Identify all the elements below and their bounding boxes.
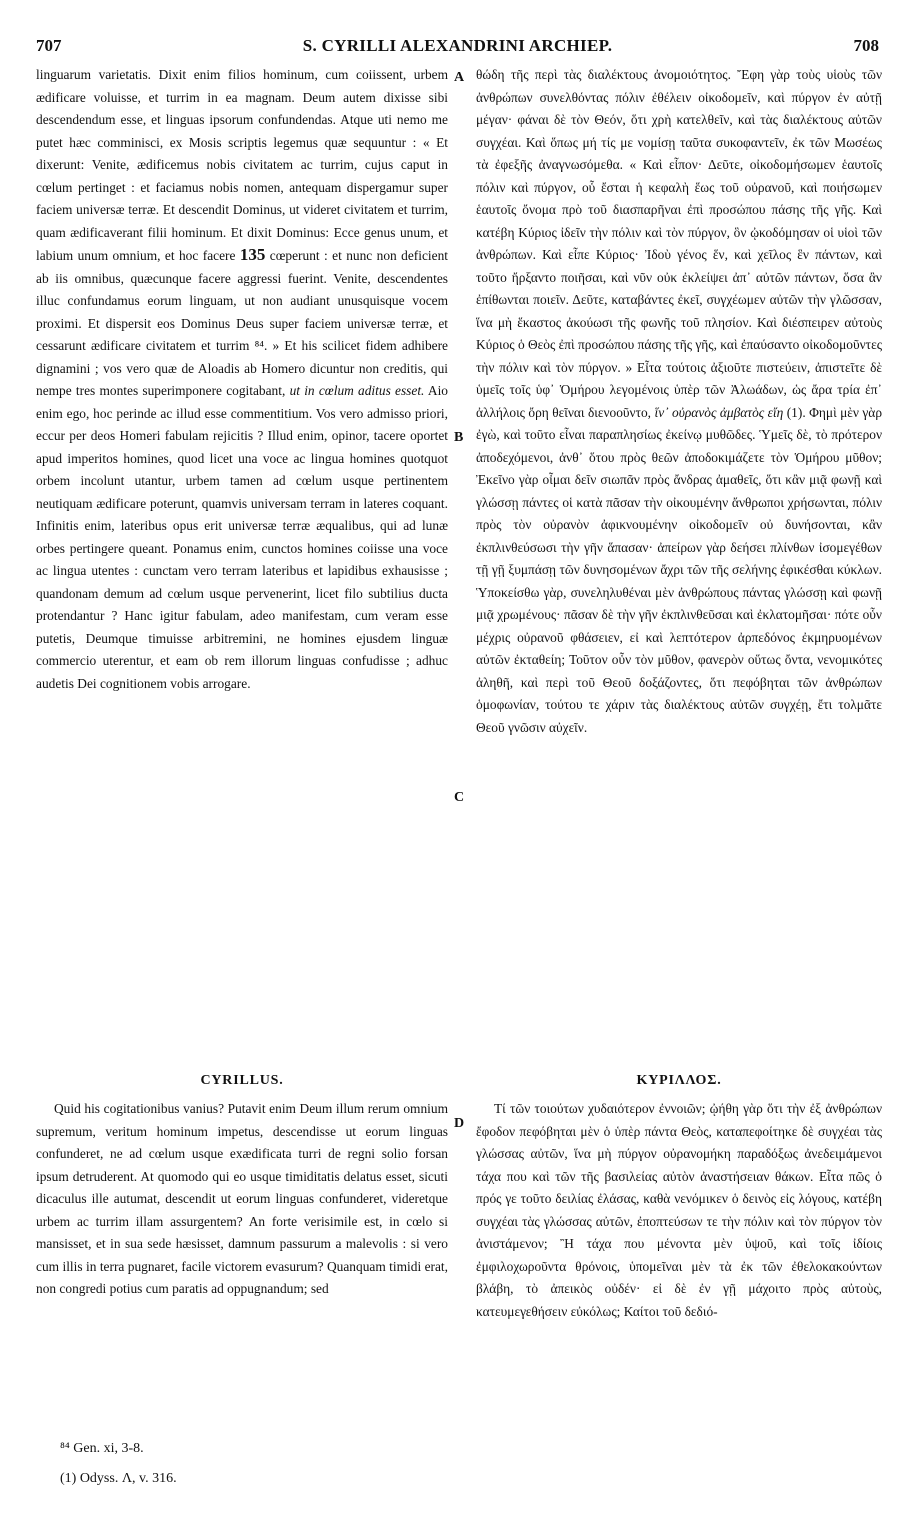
greek-column-top	[476, 64, 882, 739]
greek-paragraph-2: Τί τῶν τοιούτων χυδαιότερον ἐννοιῶν; ᾠήθη γὰρ ὅτι τὴν ἐξ ἀνθρώπων ἔφοδον πεφόβηται μὲν ὁ ὑπὲρ πάντα Θεὸς, καταπεφοίτηκε δὲ συγχέαι τὰς γλώσσας αὐτῶν, ἵνα μὴ πύργον οὐρανομήκη παραδόξως ἀνεδειμάμενοι τάχα που καὶ τῶν τῆς βασιλείας αὐτὸν ἀναστήσειαν θάκων. Εἶτα πῶς ὁ πρός γε τοῦτο δειλίας ἐλάσας, καθὰ νενόμικεν ὁ δεινὸς εἰς λόγους, κατέβη συγχέαι τὰς γλώσσας αὐτῶν, ἐποπτεύσων τε τὴν πόλιν καὶ τὸν πύργον τὸν ἀνιστάμενον; Ἢ τάχα που μένοντα μὲν ὑψοῦ, καὶ τοῖς ἰδίοις ἐμφιλοχωροῦντα θρόνοις, ὑπομεῖναι μὲν τὰ ἐκ τῶν ἐθελοκακούντων βλάβη, τὸ ἀπεικὸς οὐδέν· εἰ δὲ ἐν γῇ μάχοιτο πρὸς αὐτοὺς, κατευμεγεθήσειν εὐκόλως; Καίτοι τοῦ δεδιό-	[476, 1101, 882, 1319]
page-number-right: 708	[853, 36, 879, 55]
footnote-1: ⁸⁴ Gen. xi, 3-8.	[60, 1441, 144, 1456]
page-header	[0, 18, 915, 58]
greek-paragraph-1: θώδη τῆς περὶ τὰς διαλέκτους ἀνομοιότητος. Ἔφη γὰρ τοὺς υἱοὺς τῶν ἀνθρώπων συνελθόντας πόλιν ἐθέλειν οἰκοδομεῖν, καὶ πύργον ἐν αὐτῇ μέγαν· φάναι δὲ τὸν Θεόν, ὅτι χρὴ κατελθεῖν, καὶ τὰς διαλέκτους αὐτῶν συγχέαι. Καὶ ὅπως μή τίς με νομίσῃ ταῦτα συκοφαντεῖν, ἐκ τῶν Μωσέως τὰ ἐφεξῆς ἀναγνωσόμεθα. « Καὶ εἶπον· Δεῦτε, οἰκοδομήσωμεν ἑαυτοῖς πόλιν καὶ πύργον, οὗ ἔσται ἡ κεφαλὴ ἕως τοῦ οὐρανοῦ, καὶ ποιήσωμεν ἑαυτοῖς ὄνομα πρὸ τοῦ διασπαρῆναι ἐπὶ προσώπου πάσης τῆς γῆς. Καὶ κατέβη Κύριος ἰδεῖν τὴν πόλιν καὶ τὸν πύργον, ὃν ᾠκοδόμησαν οἱ υἱοὶ τῶν ἀνθρώπων. Καὶ εἶπε Κύριος· Ἰδοὺ γένος ἕν, καὶ χεῖλος ἓν πάντων, καὶ τοῦτο ἤρξαντο ποιῆσαι, καὶ νῦν οὐκ ἐκλείψει ἀπ᾽ αὐτῶν πάντων, ὅσα ἂν ἐπίθωνται ποιεῖν. Δεῦτε, καταβάντες ἐκεῖ, συγχέωμεν αὐτῶν τὴν γλῶσσαν, ἵνα μὴ ἕκαστος ἀκούωσι τῆς φωνῆς τοῦ πλησίον. Καὶ διέσπειρεν αὐτοὺς Κύριος ὁ Θεὸς ἐπὶ προσώπου πάσης τῆς γῆς, καὶ ἐπαύσαντο οἰκοδομοῦντες τὴν πόλιν καὶ τὸν πύργον. » Εἶτα τούτοις ἀξιοῦτε πιστεύειν, ἀπιστεῖτε δὲ ὑμεῖς τοῖς ὑφ᾽ Ὁμήρου λεγομένοις ὑπὲρ τῶν Ἀλωάδων, ὡς ἄρα τρία ἐπ᾽ ἀλλήλοις ὄρη θεῖναι διενοοῦντο, ἵν᾽ οὐρανὸς ἀμβατὸς εἴη (1). Φημὶ μὲν γὰρ ἐγὼ, καὶ τοῦτο εἶναι παραπλησίως ἐκείνῳ μυθῶδες. Ὑμεῖς δὲ, τὸ πρότερον ἀποδεχόμενοι, ἀνθ᾽ ὅτου πρὸς θεῶν ἀποδοκιμάζετε τὸν Ὁμήρου μῦθον; Ἐκεῖνο γὰρ οἶμαι δεῖν σιωπᾶν πρὸς ἄνδρας ἀμαθεῖς, ὅτι κἂν μιᾷ φωνῇ καὶ γλώσσῃ πάντες οἱ κατὰ πᾶσαν τὴν οἰκουμένην ἄνθρωποι χρήσωνται, πόλιν πρὸς τὸν οὐρανὸν ἀφικνουμένην οἰκοδομεῖν οὐ δυνήσονται, κἂν ἐκπλινθεύσωσι τὴν γῆν ἅπασαν· ἀπείρων γὰρ δεήσει πλίνθων ἰσομεγέθων τῇ γῇ ξυμπάσῃ τῶν δυνησομένων ἄχρι τῶν τῆς σελήνης ἐφικέσθαι κύκλων. Ὑποκείσθω γὰρ, συνεληλυθέναι μὲν ἀνθρώπους πάντας γλώσσῃ καὶ φωνῇ μιᾷ χρωμένους· πᾶσαν δὲ τὴν γῆν ἐκπλινθεῦσαι καὶ ἐκλατομῆσαι· πότε οὖν μέχρις οὐρανοῦ φθάσειεν, εἰ καὶ λεπτότερον ἀρπεδόνος ἐκμηρυομένων αὐτῶν ἐκταθείη; Τοῦτον οὖν τὸν μῦθον, φανερὸν οὕτως ὄντα, νενομικότες ἀληθῆ, καὶ περὶ τοῦ Θεοῦ δοξάζοντες, ὅτι πεφόβηται τῶν ἀνθρώπων ὁμοφωνίαν, τούτου τε χάριν τὰς διαλέκτους αὐτῶν συγχέῃ, ἔτι τολμᾶτε Θεοῦ γνῶσιν αὐχεῖν.	[476, 67, 883, 735]
running-title: S. CYRILLI ALEXANDRINI ARCHIEP.	[302, 36, 613, 55]
footnote-2: (1) Odyss. Λ, v. 316.	[60, 1471, 177, 1486]
latin-italic-quote: ut in cœlum aditus esset.	[289, 383, 425, 398]
margin-marker-a: A	[454, 70, 465, 85]
margin-marker-d: D	[454, 1116, 465, 1131]
greek-column-bottom	[476, 1098, 882, 1323]
greek-italic-quote: ἵν᾽ οὐρανὸς ἀμβατὸς εἴη	[654, 404, 784, 420]
inline-page-number: 135	[239, 245, 266, 264]
footnotes	[60, 1434, 177, 1494]
greek-section-heading: ΚΥΡΙΛΛΟΣ.	[636, 1073, 722, 1088]
latin-column-top	[36, 64, 448, 695]
latin-paragraph-2: Quid his cogitationibus vanius? Putavit enim Deum illum rerum omnium supremum, veritum hominum impetus, descendisse ut eorum linguas confunderet, ne ad cœlum usque exædificata turri de regni solio forsan ipsum detruderent. At quomodo qui eo usque timiditatis delatus esset, sicuti dicaculus ille autumat, descendit ut eorum linguas confunderet, videretque urbem ac turrim illam assurgentem? An forte verisimile est, in cœlo si mansisset, et in sua sede hæsisset, damnum passurum a malevolis : si vero cum illis in terra pugnaret, facile victorem evasurum? Quanquam timidi erat, non congredi potius cum paratis ad oppugnandum; sed	[36, 1101, 448, 1296]
page-number-left: 707	[36, 36, 62, 55]
margin-marker-b: B	[454, 430, 464, 445]
latin-paragraph-1: linguarum varietatis. Dixit enim filios hominum, cum coiissent, urbem ædificare voluisse, et turrim in ea magnam. Deum autem dixisse sibi descendendum esse, et linguas ipsorum confundendas. Atque uti nemo me putet hæc comminisci, ex Mosis scriptis legemus quæ sequuntur : « Et dixerunt: Venite, ædificemus nobis civitatem ac turrim, cujus caput in cœlum pertinget : et faciamus nobis nomen, antequam dispergamur super faciem universæ terræ. Et descendit Dominus, ut videret civitatem et turrim, quam ædificaverant filii hominum. Et dixit Dominus: Ecce genus unum, et labium unum omnium, et hoc facere 135 cœperunt : et nunc non deficient ab iis omnibus, quæcunque facere aggressi fuerint. Venite, descendentes illuc confundamus eorum linguam, ut non audiant unusquisque vocem proximi. Et dispersit eos Dominus Deus super faciem universæ terræ, et cessarunt ædificare civitatem et turrim ⁸⁴. » Et his scilicet fidem adhibere dignamini ; vos vero quæ de Aloadis ab Homero dicuntur non creditis, qui nempe tres montes superimponere cogitabant, ut in cœlum aditus esset. Aio enim ego, hoc perinde ac illud esse commentitium. Vos vero admisso priori, eccur per deos Homeri fabulam rejicitis ? Illud enim, opinor, tacere oportet apud imperitos homines, quod licet una voce ac lingua homines quotquot orbem incolunt utantur, urbem tamen ad cœlum usque pertinentem neutiquam ædificare poterunt, quamvis universam terram in lateres coquant. Infinitis enim, lateribus opus erit universæ terræ æqualibus, qui ad lunæ orbes pertingere queant. Ponamus enim, cunctos homines coiisse una voce ac lingua utentes : cunctam vero terram lateribus et lapidibus exhausisse ; quandonam demum ad cœlum usque pervenerint, licet filo subtilius ducta protendantur ? Hanc igitur fabulam, adeo manifestam, cum veram esse putetis, Deumque timuisse arbitremini, ne homines ejusdem linguæ commercio uterentur, et eam ob rem illorum linguas confudisse ; adhuc audetis Dei cognitionem vobis arrogare.	[36, 67, 449, 691]
margin-marker-c: C	[454, 790, 465, 805]
latin-section-heading: CYRILLUS.	[200, 1073, 284, 1088]
latin-column-bottom	[36, 1098, 448, 1301]
greek-note-ref: (1).	[786, 404, 806, 420]
